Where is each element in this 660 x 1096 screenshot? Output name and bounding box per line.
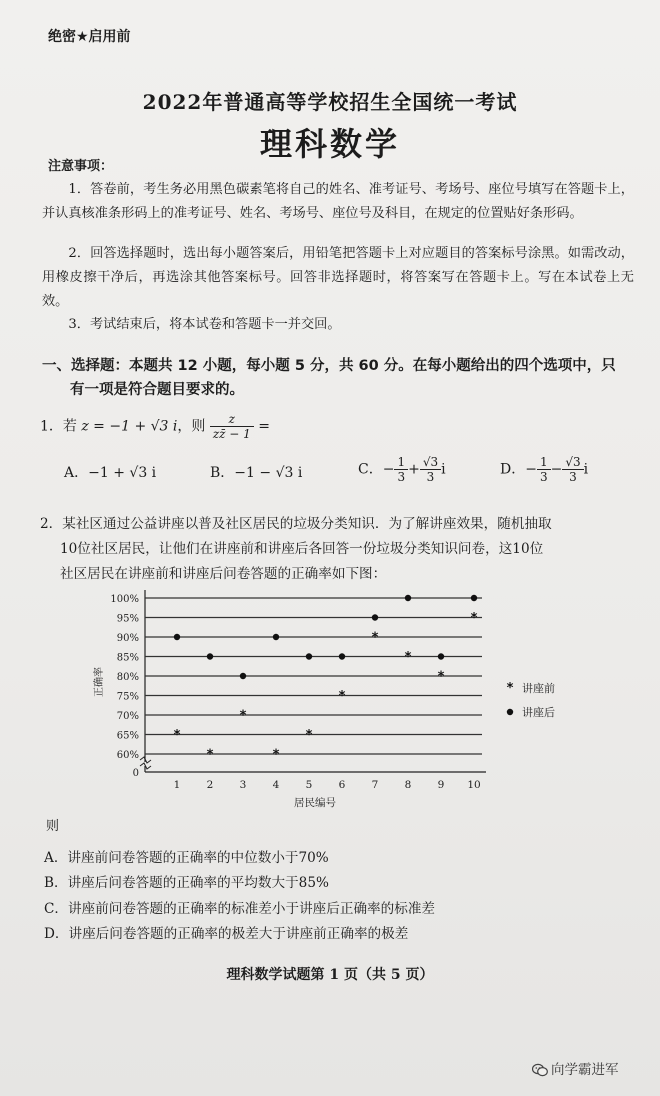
q1-option-b-text: −1 − √3 i — [234, 465, 303, 481]
q1-option-d — [500, 455, 588, 484]
q1-option-a-letter: A． — [64, 465, 89, 481]
exam-title: 2022年普通高等学校招生全国统一考试 — [142, 90, 518, 114]
section1-heading: 一、选择题：本题共 12 小题，每小题 5 分，共 60 分。在每小题给出的四个选项中，只 — [42, 358, 616, 374]
q1-option-c-sign: − — [382, 461, 395, 478]
q1-option-c-tail: i — [441, 461, 446, 478]
q1-option-d-mid: − — [550, 461, 563, 478]
y-tick-label: 65% — [116, 730, 139, 742]
q1-prefix: 1．若 — [40, 418, 82, 435]
y-tick-label: 0 — [132, 768, 139, 779]
y-tick-label: 100% — [110, 594, 139, 605]
after-lecture-point — [339, 653, 345, 659]
q1-fraction — [210, 412, 254, 441]
x-tick-label: 7 — [371, 779, 379, 791]
after-lecture-point — [471, 595, 477, 601]
after-lecture-point — [372, 614, 378, 620]
notice-heading: 注意事项： — [48, 159, 114, 174]
q1-option-d-tail: i — [583, 461, 589, 478]
x-tick-label: 1 — [173, 779, 181, 791]
q2-line-3: 社区居民在讲座前和讲座后问卷答题的正确率如下图： — [60, 566, 387, 582]
q1-option-c-f2-num: √3 — [420, 455, 441, 470]
subject-title: 理科数学 — [259, 125, 400, 163]
q1-z-expr: z = −1 + √3 i — [81, 418, 178, 435]
before-lecture-point: * — [206, 747, 214, 763]
section1-heading-cont: 有一项是符合题目要求的。 — [70, 382, 244, 398]
y-tick-label: 80% — [116, 672, 139, 683]
q1-option-c-mid: + — [408, 461, 420, 478]
before-lecture-point: * — [371, 630, 379, 646]
accuracy-scatter-chart — [90, 582, 580, 814]
q1-option-d-frac2 — [562, 455, 583, 484]
x-tick-label: 5 — [305, 779, 313, 791]
x-tick-label: 6 — [338, 779, 346, 791]
q1-option-c-letter: C． — [358, 461, 383, 478]
after-lecture-point — [306, 653, 312, 659]
watermark-text: 向学霸进军 — [551, 1062, 619, 1078]
before-lecture-point: * — [470, 611, 478, 626]
legend-after-marker — [507, 709, 513, 715]
q1-option-a-text: −1 + √3 i — [88, 465, 157, 481]
page-footer: 理科数学试题第 1 页（共 5 页） — [226, 967, 434, 983]
question-2-stem — [40, 512, 640, 587]
y-tick-label: 85% — [116, 652, 139, 664]
after-lecture-point — [207, 653, 213, 659]
q1-option-d-f2-den: 3 — [569, 470, 577, 484]
q1-option-c — [358, 455, 446, 484]
q1-option-d-letter: D． — [500, 461, 526, 478]
x-tick-label: 9 — [437, 779, 445, 791]
q1-option-b-letter: B． — [210, 465, 235, 481]
y-tick-label: 60% — [116, 750, 139, 761]
after-lecture-point — [174, 634, 180, 640]
after-lecture-point — [438, 653, 444, 659]
q2-choice-c: C．讲座前问卷答题的正确率的标准差小于讲座后正确率的标准差 — [44, 901, 436, 917]
q1-eq: = — [253, 418, 270, 435]
q1-option-b — [210, 462, 302, 482]
x-tick-label: 4 — [272, 779, 280, 791]
q2-then: 则 — [46, 819, 60, 834]
x-tick-label: 3 — [239, 779, 247, 791]
before-lecture-point: * — [239, 708, 247, 724]
x-tick-label: 2 — [206, 779, 214, 791]
q1-then: ，则 — [177, 418, 206, 435]
notice-item-3: 3．考试结束后，将本试卷和答题卡一并交回。 — [68, 317, 341, 332]
q1-option-d-sign: − — [525, 461, 537, 478]
watermark — [532, 1058, 619, 1078]
y-tick-label: 90% — [116, 633, 139, 644]
legend-after-label: 讲座后 — [522, 706, 555, 719]
before-lecture-point: * — [404, 650, 412, 665]
q1-frac-den: zz̄ − 1 — [212, 427, 251, 441]
after-lecture-point — [273, 634, 279, 640]
x-axis-label: 居民编号 — [294, 797, 336, 809]
notice-item-1: 1．答卷前，考生务必用黑色碳素笔将自己的姓名、准考证号、考场号、座位号填写在答题卡上，并认真核准条形码上的准考证号、姓名、考场号、座位号及科目，在规定的位置贴好条形码。 — [42, 182, 634, 221]
before-lecture-point: * — [305, 728, 313, 743]
q1-option-d-f2-num: √3 — [562, 455, 583, 470]
q1-option-d-frac1 — [537, 455, 551, 484]
legend-before-marker: * — [506, 681, 514, 696]
secret-label: 绝密★启用前 — [48, 29, 131, 45]
x-tick-label: 10 — [467, 779, 481, 791]
q1-option-c-frac2 — [420, 455, 441, 484]
before-lecture-point: * — [272, 747, 280, 763]
q2-choice-d: D．讲座后问卷答题的正确率的极差大于讲座前正确率的极差 — [44, 926, 409, 942]
q1-frac-num: z — [210, 412, 254, 427]
before-lecture-point: * — [437, 669, 445, 685]
after-lecture-point — [240, 673, 246, 679]
x-tick-label: 8 — [404, 779, 412, 791]
q1-option-a — [64, 462, 156, 482]
before-lecture-point: * — [173, 728, 181, 743]
q2-choice-b: B．讲座后问卷答题的正确率的平均数大于85% — [44, 875, 329, 891]
after-lecture-point — [405, 595, 411, 601]
y-tick-label: 70% — [116, 711, 139, 722]
before-lecture-point: * — [338, 689, 346, 704]
q1-option-c-f1-den: 3 — [397, 470, 406, 484]
legend-before-label: 讲座前 — [522, 682, 555, 695]
notice-item-2: 2．回答选择题时，选出每小题答案后，用铅笔把答题卡上对应题目的答案标号涂黑。如需改动，用橡皮擦干净后，再选涂其他答案标号。回答非选择题时，将答案写在答题卡上。写在本试卷上无效。 — [42, 246, 634, 309]
y-axis-label: 正确率 — [94, 667, 105, 697]
q2-choice-a: A．讲座前问卷答题的正确率的中位数小于70% — [44, 850, 329, 866]
q1-option-d-f1-den: 3 — [539, 470, 548, 484]
q1-option-d-f1-num: 1 — [537, 455, 551, 470]
q1-option-c-f1-num: 1 — [394, 455, 408, 470]
y-tick-label: 95% — [116, 613, 139, 625]
q1-option-c-frac1 — [394, 455, 408, 484]
q2-line-1: 2．某社区通过公益讲座以普及社区居民的垃圾分类知识．为了解讲座效果，随机抽取 — [40, 516, 552, 532]
question-1-stem — [40, 412, 270, 441]
q2-line-2: 10位社区居民，让他们在讲座前和讲座后各回答一份垃圾分类知识问卷，这10位 — [60, 541, 544, 557]
y-tick-label: 75% — [116, 691, 139, 703]
wechat-icon — [532, 1063, 548, 1077]
q1-option-c-f2-den: 3 — [426, 470, 435, 484]
